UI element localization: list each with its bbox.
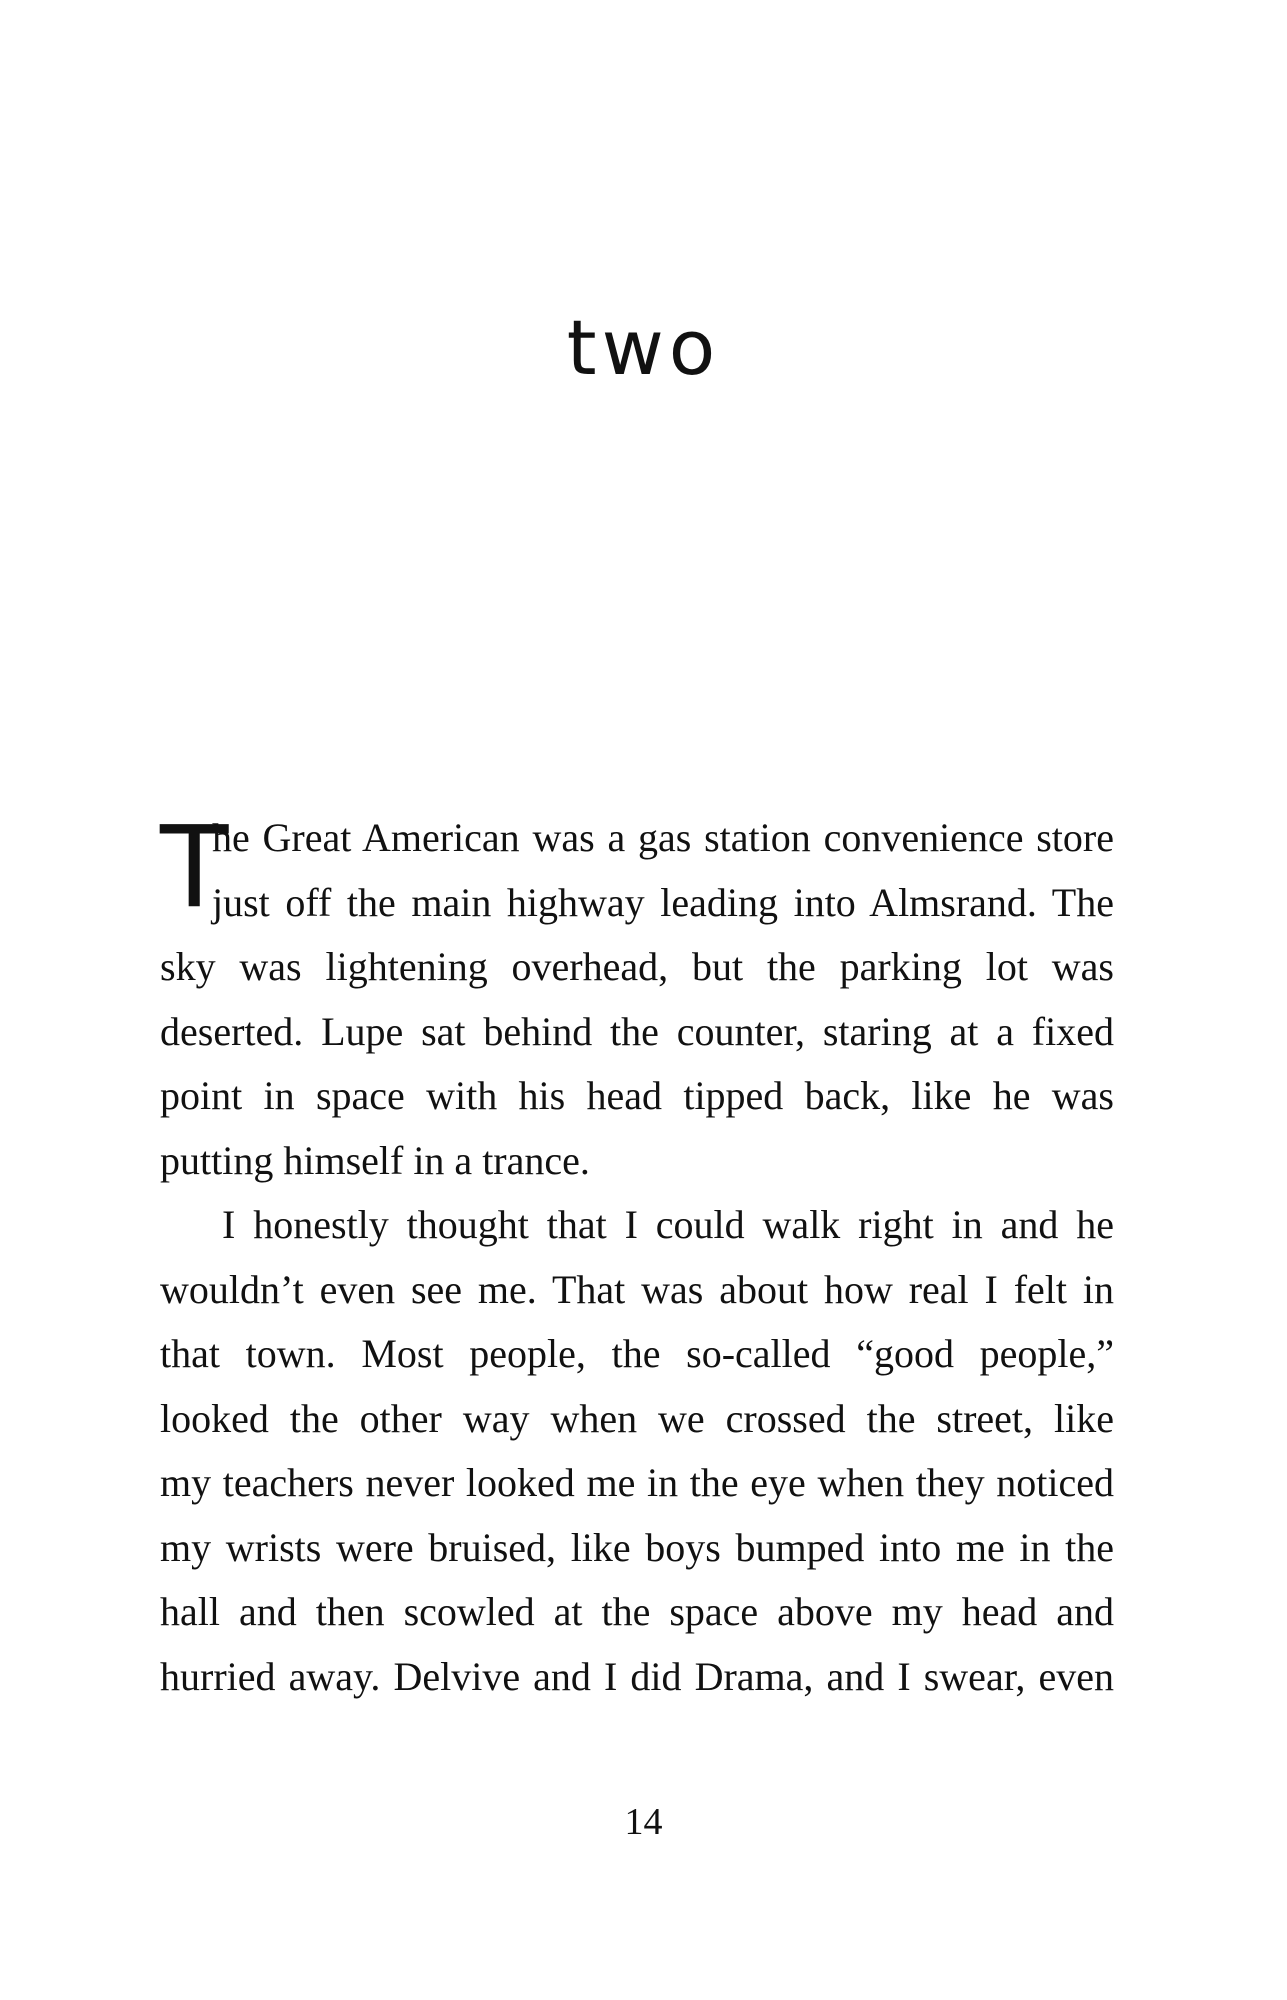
- text-line: I honestly thought that I could walk right in and he: [222, 1202, 1114, 1247]
- text-line: hurried away. Delvive and I did Drama, and I swear, even: [160, 1653, 1114, 1699]
- drop-cap: T: [160, 803, 229, 933]
- text-line: just off the main highway leading into Almsrand. The: [212, 879, 1114, 925]
- text-line: deserted. Lupe sat behind the counter, staring at a fixed: [160, 1008, 1114, 1054]
- text-line: point in space with his head tipped back, like he was: [160, 1073, 1114, 1118]
- text-line: my wrists were bruised, like boys bumped into me in the: [160, 1524, 1114, 1570]
- text-line: that town. Most people, the so-called “good people,”: [160, 1331, 1114, 1376]
- text-line: looked the other way when we crossed the street, like: [160, 1395, 1114, 1441]
- text-line: putting himself in a trance.: [160, 1137, 590, 1183]
- chapter-title: two: [566, 303, 721, 392]
- body-text: [160, 803, 1114, 1709]
- paragraph-2: [160, 1193, 1114, 1709]
- paragraph-1: [160, 803, 1114, 1193]
- text-line: wouldn’t even see me. That was about how real I felt in: [160, 1266, 1114, 1312]
- text-line-content: he Great American was a gas station convenience store: [212, 815, 1114, 860]
- page-number: 14: [624, 1801, 663, 1843]
- text-line: hall and then scowled at the space above my head and: [160, 1589, 1114, 1634]
- text-line: my teachers never looked me in the eye when they noticed: [160, 1460, 1114, 1505]
- text-line: sky was lightening overhead, but the parking lot was: [160, 944, 1114, 989]
